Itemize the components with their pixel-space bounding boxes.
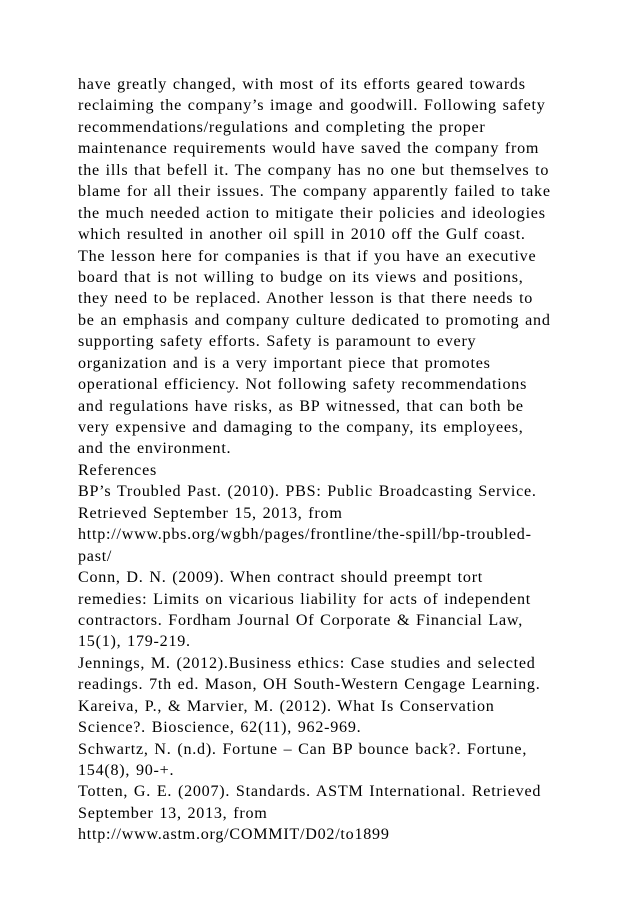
text-line: maintenance requirements would have saved the company from [78, 140, 540, 158]
text-line: they need to be replaced. Another lesson is that there needs to [78, 290, 534, 308]
text-line: reclaiming the company’s image and goodwill. Following safety [78, 97, 546, 115]
reference-line: BP’s Troubled Past. (2010). PBS: Public Broadcasting Service. [78, 483, 537, 501]
text-line: be an emphasis and company culture dedicated to promoting and [78, 311, 551, 329]
text-line: the much needed action to mitigate their policies and ideologies [78, 204, 546, 222]
reference-line: Science?. Bioscience, 62(11), 962-969. [78, 719, 362, 737]
text-line: and regulations have risks, as BP witnessed, that can both be [78, 397, 524, 415]
reference-line: Conn, D. N. (2009). When contract should preempt tort [78, 569, 484, 587]
reference-url: past/ [78, 547, 113, 565]
text-line: very expensive and damaging to the company, its employees, [78, 419, 524, 436]
text-line: board that is not willing to budge on its views and positions, [78, 268, 524, 286]
reference-url: http://www.astm.org/COMMIT/D02/to1899 [78, 826, 390, 844]
text-line: the ills that befell it. The company has no one but themselves to [78, 161, 550, 179]
reference-line: remedies: Limits on vicarious liability for acts of independent [78, 590, 532, 608]
text-line: operational efficiency. Not following safety recommendations [78, 376, 528, 394]
references-heading: References [78, 461, 157, 479]
text-line: The lesson here for companies is that if you have an executive [78, 247, 537, 265]
reference-line: Jennings, M. (2012).Business ethics: Case studies and selected [78, 654, 536, 672]
reference-line: September 13, 2013, from [78, 804, 268, 822]
reference-line: readings. 7th ed. Mason, OH South-Western Cengage Learning. [78, 676, 541, 694]
text-line: have greatly changed, with most of its efforts geared towards [78, 76, 526, 93]
reference-url: http://www.pbs.org/wgbh/pages/frontline/the-spill/bp-troubled- [78, 526, 532, 544]
reference-line: Retrieved September 15, 2013, from [78, 504, 343, 522]
body-text [78, 74, 578, 846]
reference-line: 154(8), 90-+. [78, 762, 175, 779]
reference-line: Schwartz, N. (n.d). Fortune – Can BP bounce back?. Fortune, [78, 740, 528, 758]
text-line: organization and is a very important piece that promotes [78, 354, 491, 372]
reference-line: 15(1), 179-219. [78, 633, 191, 651]
reference-line: Kareiva, P., & Marvier, M. (2012). What Is Conservation [78, 697, 495, 715]
reference-line: Totten, G. E. (2007). Standards. ASTM International. Retrieved [78, 783, 542, 801]
text-line: supporting safety efforts. Safety is paramount to every [78, 333, 477, 351]
text-line: and the environment. [78, 440, 232, 458]
reference-line: contractors. Fordham Journal Of Corporate & Financial Law, [78, 611, 523, 629]
text-line: which resulted in another oil spill in 2010 off the Gulf coast. [78, 226, 526, 244]
text-line: recommendations/regulations and completing the proper [78, 118, 486, 136]
text-line: blame for all their issues. The company apparently failed to take [78, 183, 551, 201]
